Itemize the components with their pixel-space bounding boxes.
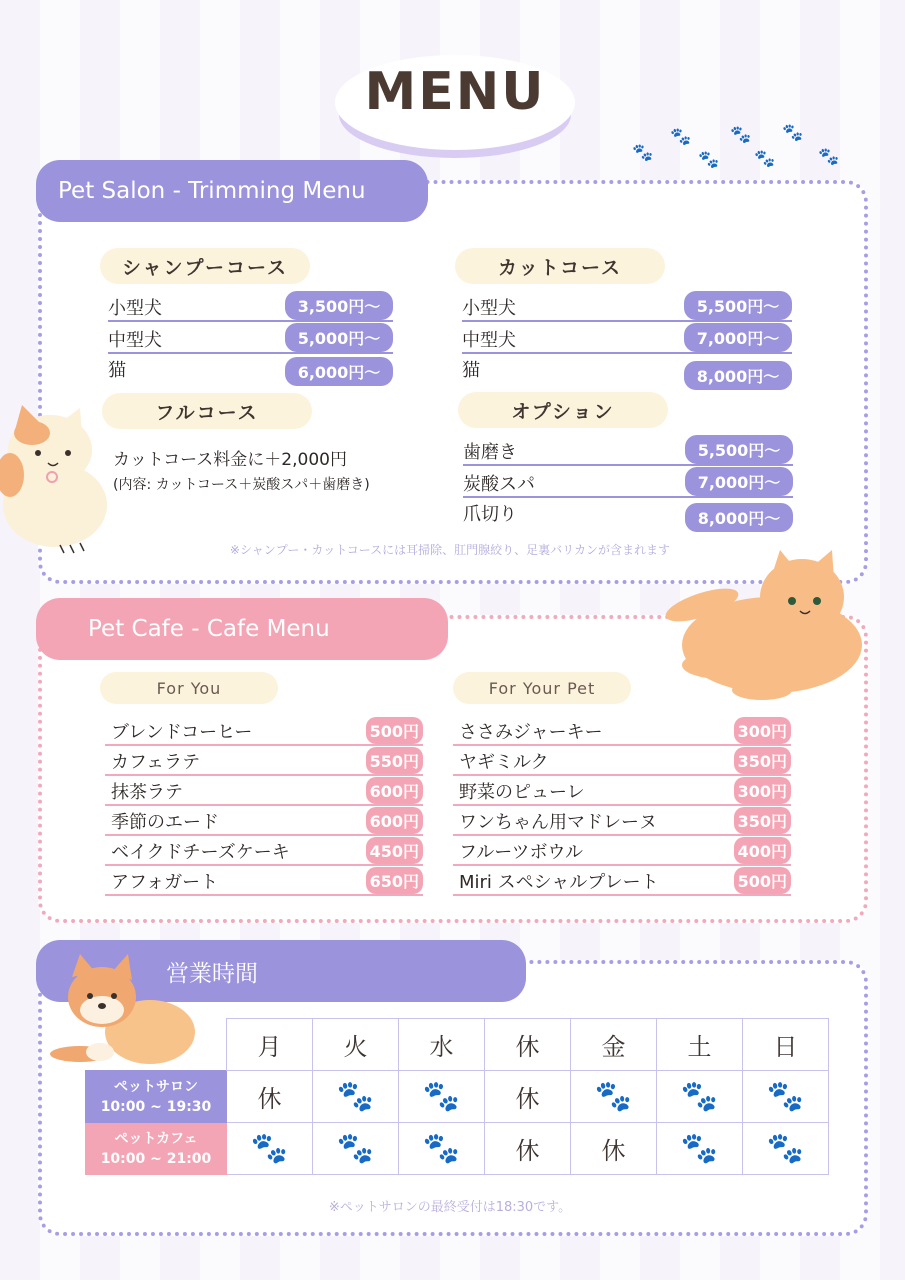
- paw-print-icon: 🐾: [670, 127, 692, 147]
- for-pet-heading: For Your Pet: [453, 672, 631, 704]
- table-row: [86, 1123, 829, 1175]
- item-name: 中型犬: [108, 330, 162, 351]
- table-row: [86, 1071, 829, 1123]
- for-pet-list: [453, 716, 791, 896]
- item-price: 350円: [734, 807, 791, 834]
- item-name: ヤギミルク: [459, 752, 549, 773]
- cafe-hours-name: ペットカフェ: [114, 1130, 198, 1147]
- day-cell: [743, 1123, 829, 1175]
- item-price: 550円: [366, 747, 423, 774]
- item-name: Miri スペシャルプレート: [459, 872, 659, 893]
- item-name: 歯磨き: [463, 442, 517, 463]
- hours-tab-label: 営業時間: [166, 960, 258, 987]
- paw-print-icon: 🐾: [766, 1131, 805, 1166]
- list-item: [105, 806, 423, 836]
- cafe-hours-label: [86, 1123, 227, 1175]
- item-name: 抹茶ラテ: [111, 782, 183, 803]
- hours-note: ※ペットサロンの最終受付は18:30です。: [328, 1200, 572, 1215]
- paw-print-icon: 🐾: [594, 1079, 633, 1114]
- item-name: ささみジャーキー: [459, 722, 603, 743]
- item-price: 500円: [366, 717, 423, 744]
- list-item: [453, 866, 791, 896]
- full-course-text: カットコース料金に＋2,000円: [113, 450, 347, 470]
- item-name: カフェラテ: [111, 752, 201, 773]
- item-name: 季節のエード: [111, 812, 219, 833]
- item-price: 8,000円～: [685, 503, 793, 532]
- table-row: [86, 1019, 829, 1071]
- page-title: MENU: [364, 62, 546, 122]
- paw-print-icon: 🐾: [680, 1079, 719, 1114]
- option-list: [463, 436, 793, 532]
- day-cell: [657, 1071, 743, 1123]
- for-you-heading: For You: [100, 672, 278, 704]
- item-name: フルーツボウル: [459, 842, 584, 863]
- item-price: 450円: [366, 837, 423, 864]
- item-price: 7,000円～: [684, 323, 792, 352]
- full-course-heading: フルコース: [102, 393, 312, 429]
- for-you-list: [105, 716, 423, 896]
- day-header: 金: [571, 1019, 657, 1071]
- salon-hours-label: [86, 1071, 227, 1123]
- day-cell: [227, 1123, 313, 1175]
- day-cell: [399, 1071, 485, 1123]
- item-name: 中型犬: [462, 330, 516, 351]
- paw-print-icon: 🐾: [422, 1131, 461, 1166]
- paw-print-icon: 🐾: [336, 1131, 375, 1166]
- day-cell: 休: [571, 1123, 657, 1175]
- item-price: 8,000円～: [684, 361, 792, 390]
- paw-print-icon: 🐾: [730, 125, 752, 145]
- list-item: [463, 500, 793, 532]
- paw-print-icon: 🐾: [698, 150, 720, 170]
- list-item: [105, 776, 423, 806]
- day-header: 日: [743, 1019, 829, 1071]
- paw-print-icon: 🐾: [336, 1079, 375, 1114]
- list-item: [453, 776, 791, 806]
- list-item: [105, 716, 423, 746]
- day-cell: [313, 1071, 399, 1123]
- item-name: ベイクドチーズケーキ: [111, 842, 290, 863]
- item-name: アフォガート: [111, 872, 219, 893]
- item-name: ブレンドコーヒー: [111, 722, 253, 743]
- salon-hours-name: ペットサロン: [114, 1078, 198, 1095]
- item-price: 350円: [734, 747, 791, 774]
- cafe-hours-time: 10:00 ~ 21:00: [100, 1150, 212, 1167]
- day-cell: [743, 1071, 829, 1123]
- list-item: [105, 866, 423, 896]
- full-course-detail: (内容: カットコース＋炭酸スパ＋歯磨き): [113, 477, 370, 493]
- list-item: [463, 436, 793, 466]
- item-name: 小型犬: [462, 298, 516, 319]
- day-cell: [313, 1123, 399, 1175]
- list-item: [453, 716, 791, 746]
- shampoo-list: [108, 292, 393, 386]
- cafe-tab-label: Pet Cafe - Cafe Menu: [88, 616, 330, 642]
- item-price: 400円: [734, 837, 791, 864]
- item-name: 小型犬: [108, 298, 162, 319]
- list-item: [453, 806, 791, 836]
- list-item: [462, 324, 792, 354]
- list-item: [453, 746, 791, 776]
- day-cell: [571, 1071, 657, 1123]
- list-item: [453, 836, 791, 866]
- salon-note: ※シャンプー・カットコースには耳掃除、肛門腺絞り、足裏バリカンが含まれます: [229, 543, 671, 557]
- day-header: 火: [313, 1019, 399, 1071]
- salon-hours-time: 10:00 ~ 19:30: [100, 1098, 212, 1115]
- item-price: 3,500円～: [285, 291, 393, 320]
- day-cell: 休: [485, 1123, 571, 1175]
- day-header: 休: [485, 1019, 571, 1071]
- day-cell: 休: [485, 1071, 571, 1123]
- list-item: [108, 292, 393, 322]
- list-item: [108, 324, 393, 354]
- day-header: 水: [399, 1019, 485, 1071]
- list-item: [105, 746, 423, 776]
- item-name: ワンちゃん用マドレーヌ: [459, 812, 657, 833]
- cut-heading: カットコース: [455, 248, 665, 284]
- item-price: 300円: [734, 717, 791, 744]
- day-header: 月: [227, 1019, 313, 1071]
- paw-print-icon: 🐾: [766, 1079, 805, 1114]
- cat-illustration: [662, 545, 872, 705]
- list-item: [463, 468, 793, 498]
- day-header: 土: [657, 1019, 743, 1071]
- item-price: 600円: [366, 777, 423, 804]
- day-cell: 休: [227, 1071, 313, 1123]
- salon-tab-label: Pet Salon - Trimming Menu: [58, 178, 366, 204]
- item-name: 野菜のピューレ: [459, 782, 585, 803]
- empty-cell: [86, 1019, 227, 1071]
- item-name: 爪切り: [463, 504, 517, 525]
- paw-print-icon: 🐾: [818, 147, 840, 167]
- item-name: 炭酸スパ: [463, 474, 535, 495]
- item-name: 猫: [462, 360, 480, 381]
- item-price: 5,500円～: [685, 435, 793, 464]
- paw-print-icon: 🐾: [680, 1131, 719, 1166]
- item-price: 5,500円～: [684, 291, 792, 320]
- item-price: 6,000円～: [285, 357, 393, 386]
- salon-tab: [36, 160, 428, 222]
- cut-list: [462, 292, 792, 390]
- paw-print-icon: 🐾: [250, 1131, 289, 1166]
- paw-print-icon: 🐾: [422, 1079, 461, 1114]
- day-cell: [657, 1123, 743, 1175]
- day-cell: [399, 1123, 485, 1175]
- hours-table: [85, 1018, 829, 1175]
- cat-illustration: [0, 405, 115, 560]
- cafe-tab: [36, 598, 448, 660]
- item-price: 300円: [734, 777, 791, 804]
- list-item: [105, 836, 423, 866]
- item-price: 5,000円～: [285, 323, 393, 352]
- item-price: 500円: [734, 867, 791, 894]
- item-price: 600円: [366, 807, 423, 834]
- list-item: [108, 356, 393, 386]
- list-item: [462, 292, 792, 322]
- paw-print-icon: 🐾: [782, 123, 804, 143]
- paw-print-icon: 🐾: [754, 149, 776, 169]
- list-item: [462, 356, 792, 390]
- item-price: 7,000円～: [685, 467, 793, 496]
- item-price: 650円: [366, 867, 423, 894]
- paw-print-icon: 🐾: [632, 143, 654, 163]
- shampoo-heading: シャンプーコース: [100, 248, 310, 284]
- paw-prints-decoration: [630, 115, 850, 175]
- option-heading: オプション: [458, 392, 668, 428]
- item-name: 猫: [108, 360, 126, 381]
